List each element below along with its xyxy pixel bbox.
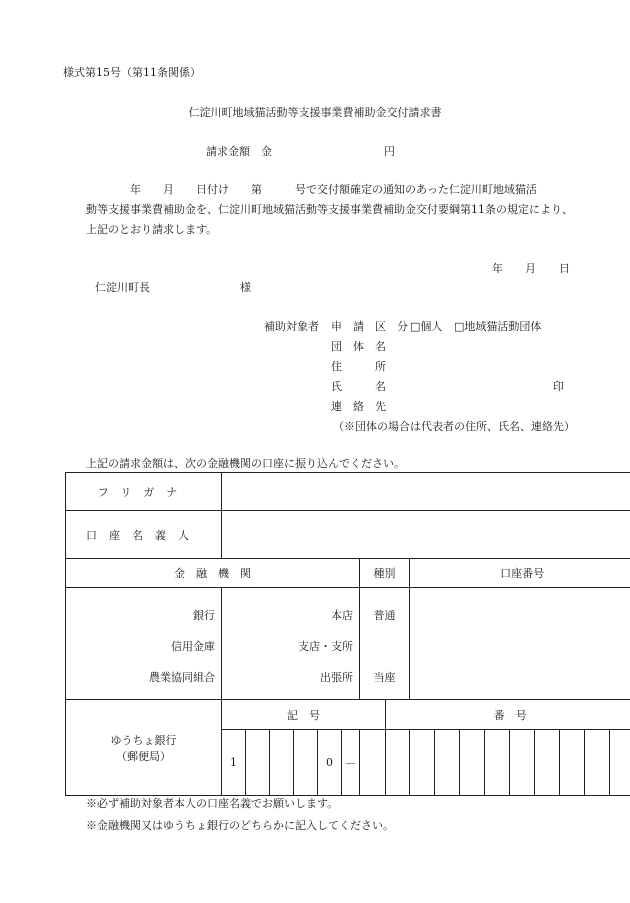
- symbol-digit-3[interactable]: [270, 730, 294, 796]
- agri-coop-suffix: 農業協同組合: [149, 670, 216, 684]
- current-option[interactable]: 当座: [373, 670, 396, 684]
- applicant-note: （※団体の場合は代表者の住所、氏名、連絡先）: [333, 420, 575, 433]
- number-digit-4[interactable]: [460, 730, 485, 796]
- institution-header: 金 融 機 関: [66, 559, 360, 588]
- type-header: 種別: [360, 559, 410, 588]
- credit-bank-suffix: 信用金庫: [171, 639, 216, 653]
- name-label: 氏 名: [331, 380, 386, 393]
- number-header: 番 号: [386, 700, 630, 730]
- account-type-cell[interactable]: [360, 588, 410, 700]
- body-line-1: 年 月 日付け 第 号で交付額確定の通知のあった仁淀川町地域猫活: [130, 183, 537, 196]
- option-group[interactable]: □地域猫活動団体: [454, 320, 542, 333]
- account-holder-input[interactable]: [222, 511, 630, 559]
- symbol-header: 記 号: [222, 700, 386, 730]
- head-office-suffix: 本店: [331, 608, 354, 622]
- symbol-digit-6[interactable]: [360, 730, 386, 796]
- symbol-digit-1: 1: [222, 730, 246, 796]
- amount-label: 請求金額 金: [206, 145, 272, 158]
- symbol-digit-2[interactable]: [246, 730, 270, 796]
- date-year: 年: [492, 262, 503, 275]
- account-number-header: 口座番号: [410, 559, 630, 588]
- body-line-2: 動等支援事業費補助金を、仁淀川町地域猫活動等支援事業費補助金交付要綱第11条の規定により、: [86, 203, 573, 216]
- number-digit-1[interactable]: [386, 730, 410, 796]
- furigana-label: フリガナ: [66, 473, 222, 511]
- yucho-label-cell: [66, 700, 222, 796]
- account-holder-label: 口座名義人: [66, 511, 222, 559]
- body-line-3: 上記のとおり請求します。: [86, 223, 218, 236]
- account-number-input[interactable]: [410, 588, 630, 700]
- bank-intro: 上記の請求金額は、次の金融機関の口座に振り込んでください。: [86, 457, 405, 470]
- bank-suffix: 銀行: [193, 608, 216, 622]
- post-office-label: （郵便局）: [116, 749, 171, 763]
- address-label: 住 所: [331, 360, 386, 373]
- amount-unit: 円: [384, 145, 395, 158]
- yucho-bank-label: ゆうちょ銀行: [110, 733, 177, 747]
- symbol-digit-5: 0: [318, 730, 342, 796]
- number-digit-9[interactable]: [585, 730, 610, 796]
- number-digit-3[interactable]: [435, 730, 460, 796]
- date-day: 日: [559, 262, 570, 275]
- number-digit-2[interactable]: [410, 730, 435, 796]
- seal-label: 印: [553, 380, 564, 393]
- group-name-label: 団 体 名: [331, 340, 386, 353]
- ordinary-option[interactable]: 普通: [373, 608, 396, 622]
- symbol-digit-4[interactable]: [294, 730, 318, 796]
- addressee-honorific: 様: [240, 281, 251, 294]
- branch-suffix: 支店・支所: [298, 639, 354, 653]
- applicant-section-label: 補助対象者: [264, 320, 319, 333]
- contact-label: 連 絡 先: [331, 400, 386, 413]
- number-digit-10[interactable]: [610, 730, 630, 796]
- branch-name-cell[interactable]: [222, 588, 360, 700]
- footnote-2: ※金融機関又はゆうちょ銀行のどちらかに記入してください。: [86, 819, 394, 832]
- category-label: 申 請 区 分: [331, 320, 408, 333]
- number-digit-7[interactable]: [535, 730, 560, 796]
- number-digit-5[interactable]: [485, 730, 510, 796]
- number-digit-8[interactable]: [560, 730, 585, 796]
- addressee-name: 仁淀川町長: [95, 281, 150, 294]
- form-number: 様式第15号（第11条関係）: [63, 66, 201, 79]
- furigana-input[interactable]: [222, 473, 630, 511]
- date-month: 月: [525, 262, 536, 275]
- sub-office-suffix: 出張所: [320, 670, 354, 684]
- bank-account-table: [65, 472, 630, 796]
- form-title: 仁淀川町地域猫活動等支援事業費補助金交付請求書: [188, 106, 442, 119]
- footnote-1: ※必ず補助対象者本人の口座名義でお願いします。: [86, 797, 339, 810]
- number-digit-6[interactable]: [510, 730, 535, 796]
- option-individual[interactable]: □個人: [410, 320, 443, 333]
- symbol-dash: －: [342, 730, 360, 796]
- bank-name-cell[interactable]: [66, 588, 222, 700]
